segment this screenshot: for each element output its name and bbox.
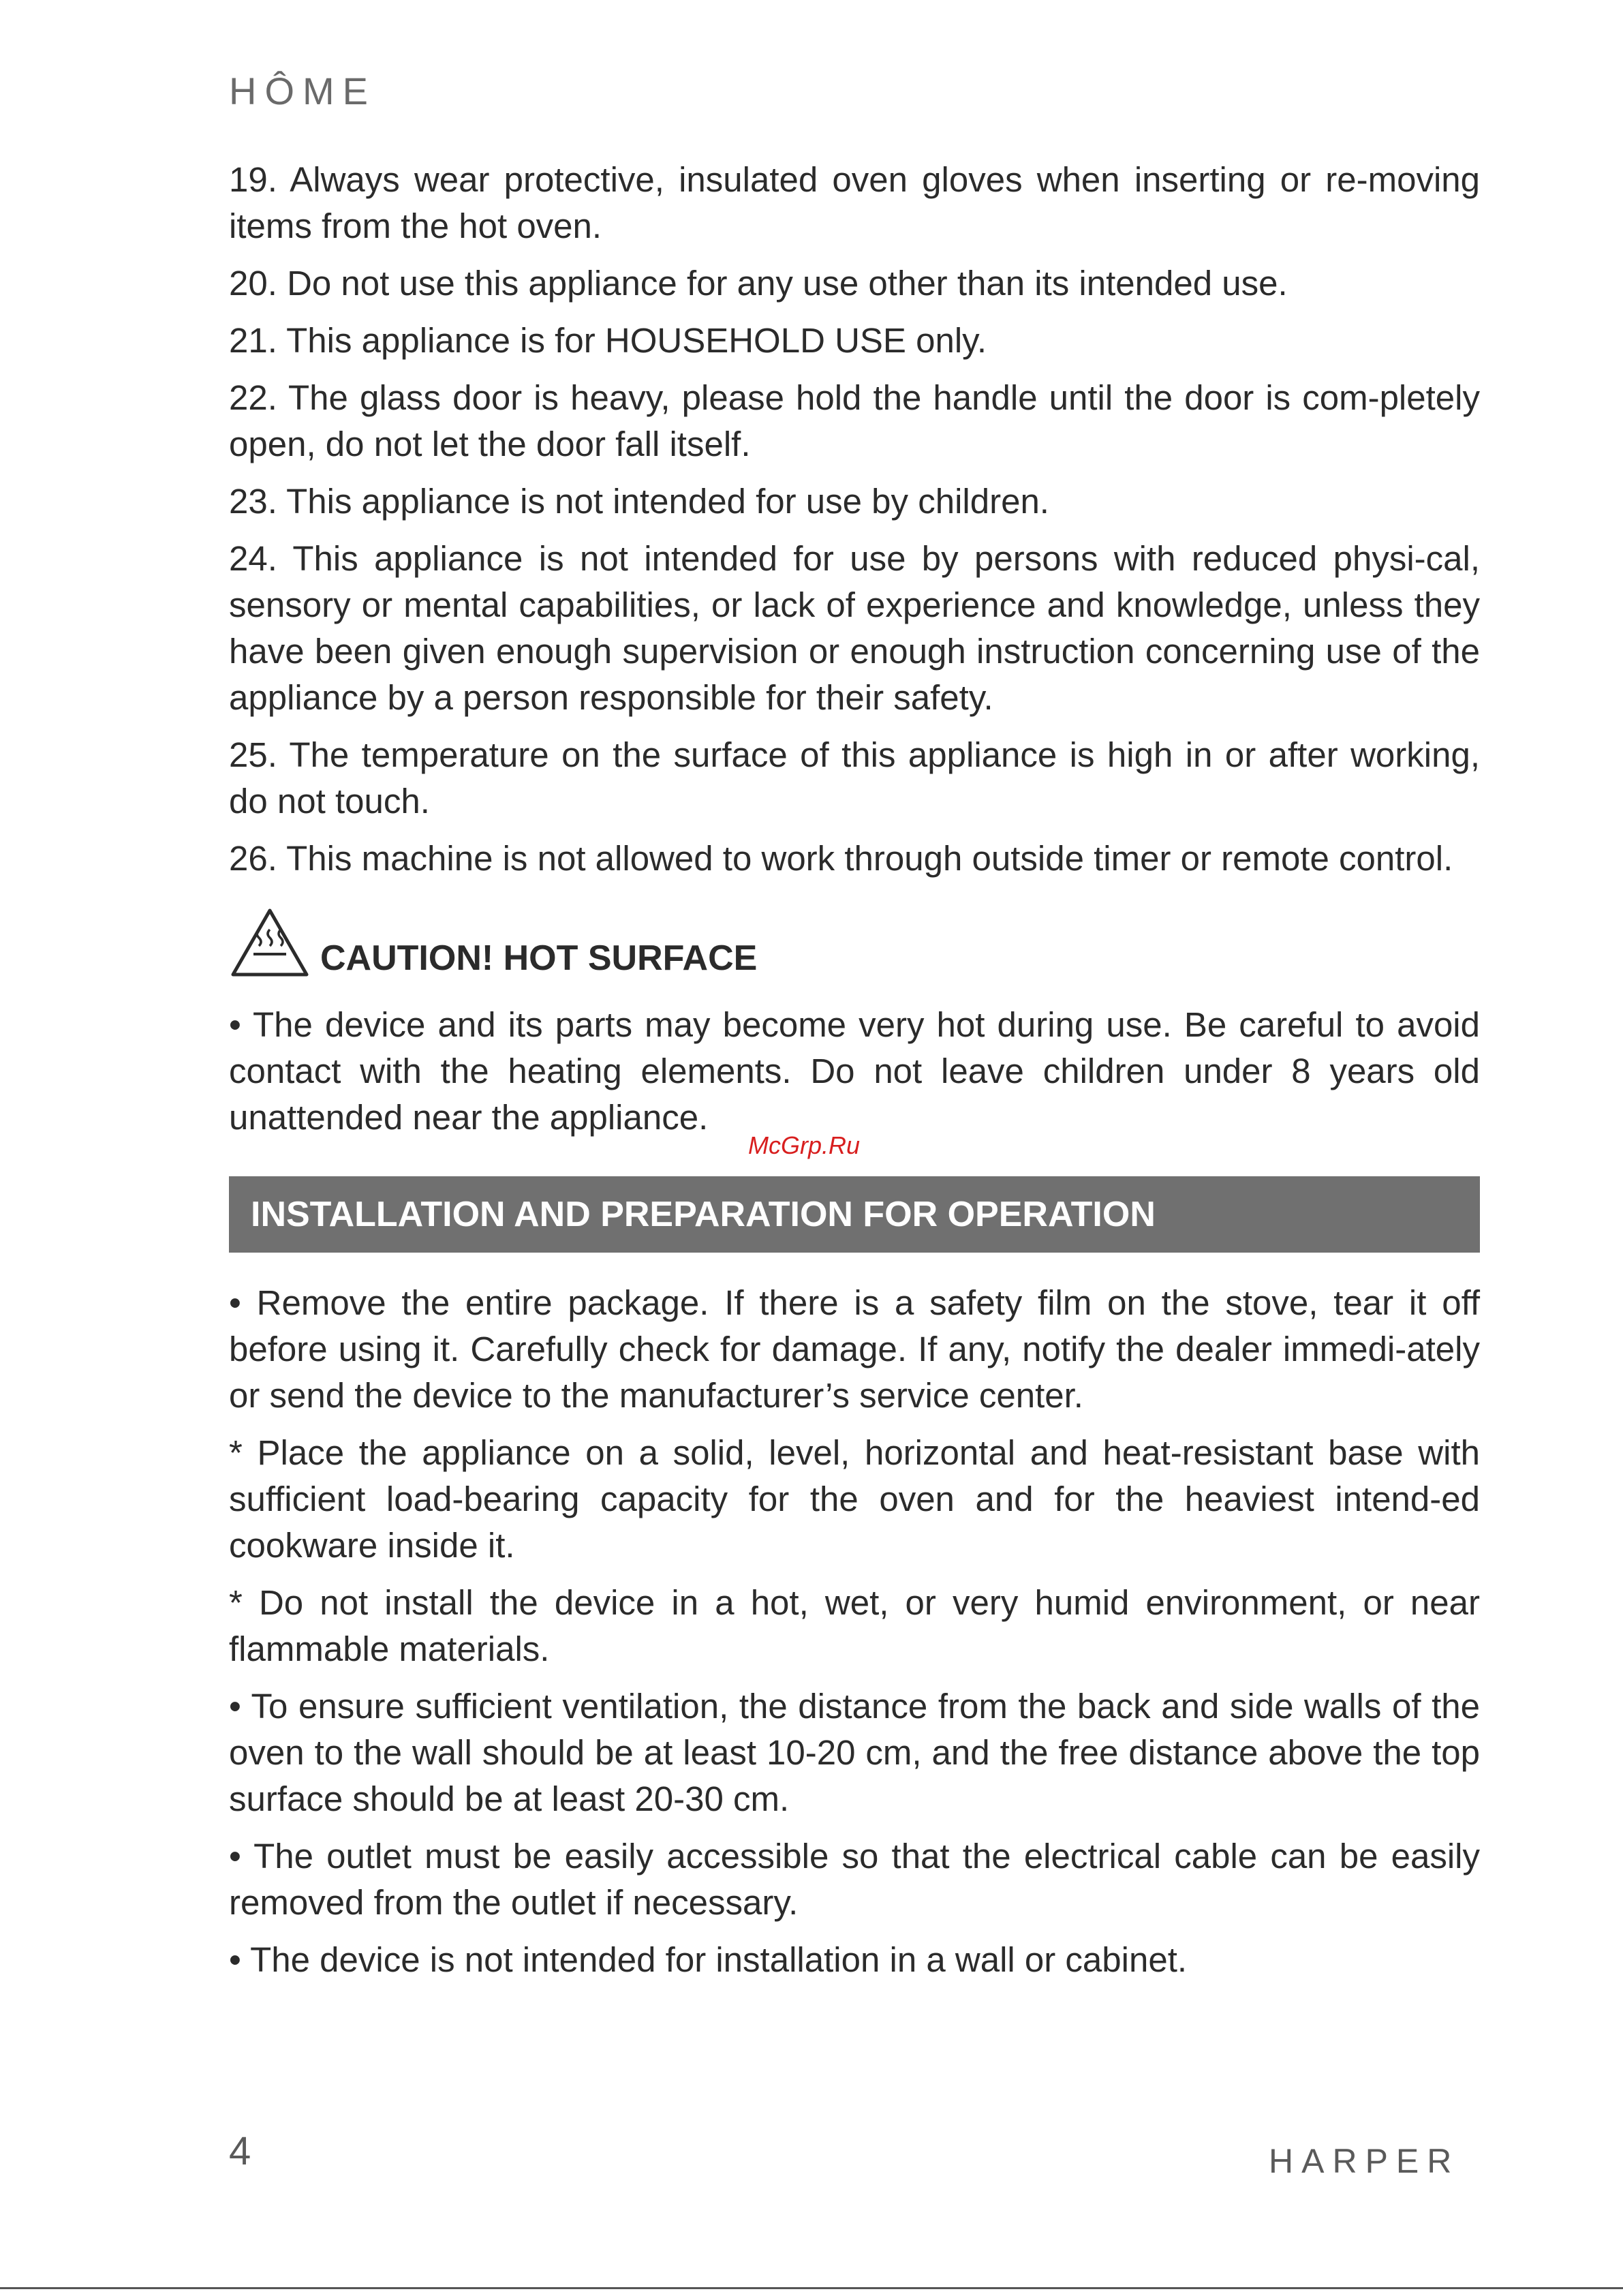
installation-item: * Do not install the device in a hot, wet, or very humid environment, or near flammable materials.	[229, 1583, 1480, 1668]
installation-section-heading: INSTALLATION AND PREPARATION FOR OPERATION	[229, 1176, 1480, 1253]
harper-logo: HARPER	[1269, 2142, 1460, 2180]
installation-item: • The device is not intended for installation in a wall or cabinet.	[229, 1940, 1188, 1979]
page-number: 4	[229, 2129, 251, 2173]
installation-item: • To ensure sufficient ventilation, the distance from the back and side walls of the oven to the wall should be at least 10-20 cm, and the free distance above the top surface should be at least 20-30 cm.	[229, 1687, 1480, 1818]
safety-item-22: 22. The glass door is heavy, please hold the handle until the door is com-pletely open, do not let the door fall itself.	[229, 378, 1480, 463]
caution-heading	[229, 906, 1480, 979]
safety-item-19: 19. Always wear protective, insulated oven gloves when inserting or re-moving items from the hot oven.	[229, 160, 1480, 245]
home-logo: HÔME	[229, 70, 376, 112]
page-content	[229, 157, 1480, 1994]
hot-surface-warning-icon	[229, 906, 311, 979]
bottom-rule	[0, 2287, 1623, 2289]
caution-title: CAUTION! HOT SURFACE	[320, 938, 758, 978]
safety-item-23: 23. This appliance is not intended for use by children.	[229, 482, 1049, 521]
safety-item-21: 21. This appliance is for HOUSEHOLD USE only.	[229, 321, 987, 360]
installation-item: • The outlet must be easily accessible so that the electrical cable can be easily removed from the outlet if necessary.	[229, 1837, 1480, 1922]
installation-item: • Remove the entire package. If there is a safety film on the stove, tear it off before using it. Carefully check for damage. If any, notify the dealer immedi-ately or send the device to the manufacturer’s service center.	[229, 1283, 1480, 1415]
safety-item-26: 26. This machine is not allowed to work through outside timer or remote control.	[229, 839, 1453, 878]
watermark-link[interactable]: McGrp.Ru	[748, 1131, 861, 1159]
safety-item-24: 24. This appliance is not intended for use by persons with reduced physi-cal, sensory or mental capabilities, or lack of experience and knowledge, unless they have been given enough supervision or enough instruction concerning use of the appliance by a person responsible for their safety.	[229, 539, 1480, 717]
safety-item-20: 20. Do not use this appliance for any use other than its intended use.	[229, 264, 1288, 303]
safety-item-25: 25. The temperature on the surface of this appliance is high in or after working, do not touch.	[229, 735, 1480, 821]
installation-item: * Place the appliance on a solid, level, horizontal and heat-resistant base with sufficient load-bearing capacity for the oven and for the heaviest intend-ed cookware inside it.	[229, 1433, 1480, 1565]
caution-text: • The device and its parts may become very hot during use. Be careful to avoid contact with the heating elements. Do not leave children under 8 years old unattended near the appliance.	[229, 1005, 1480, 1137]
